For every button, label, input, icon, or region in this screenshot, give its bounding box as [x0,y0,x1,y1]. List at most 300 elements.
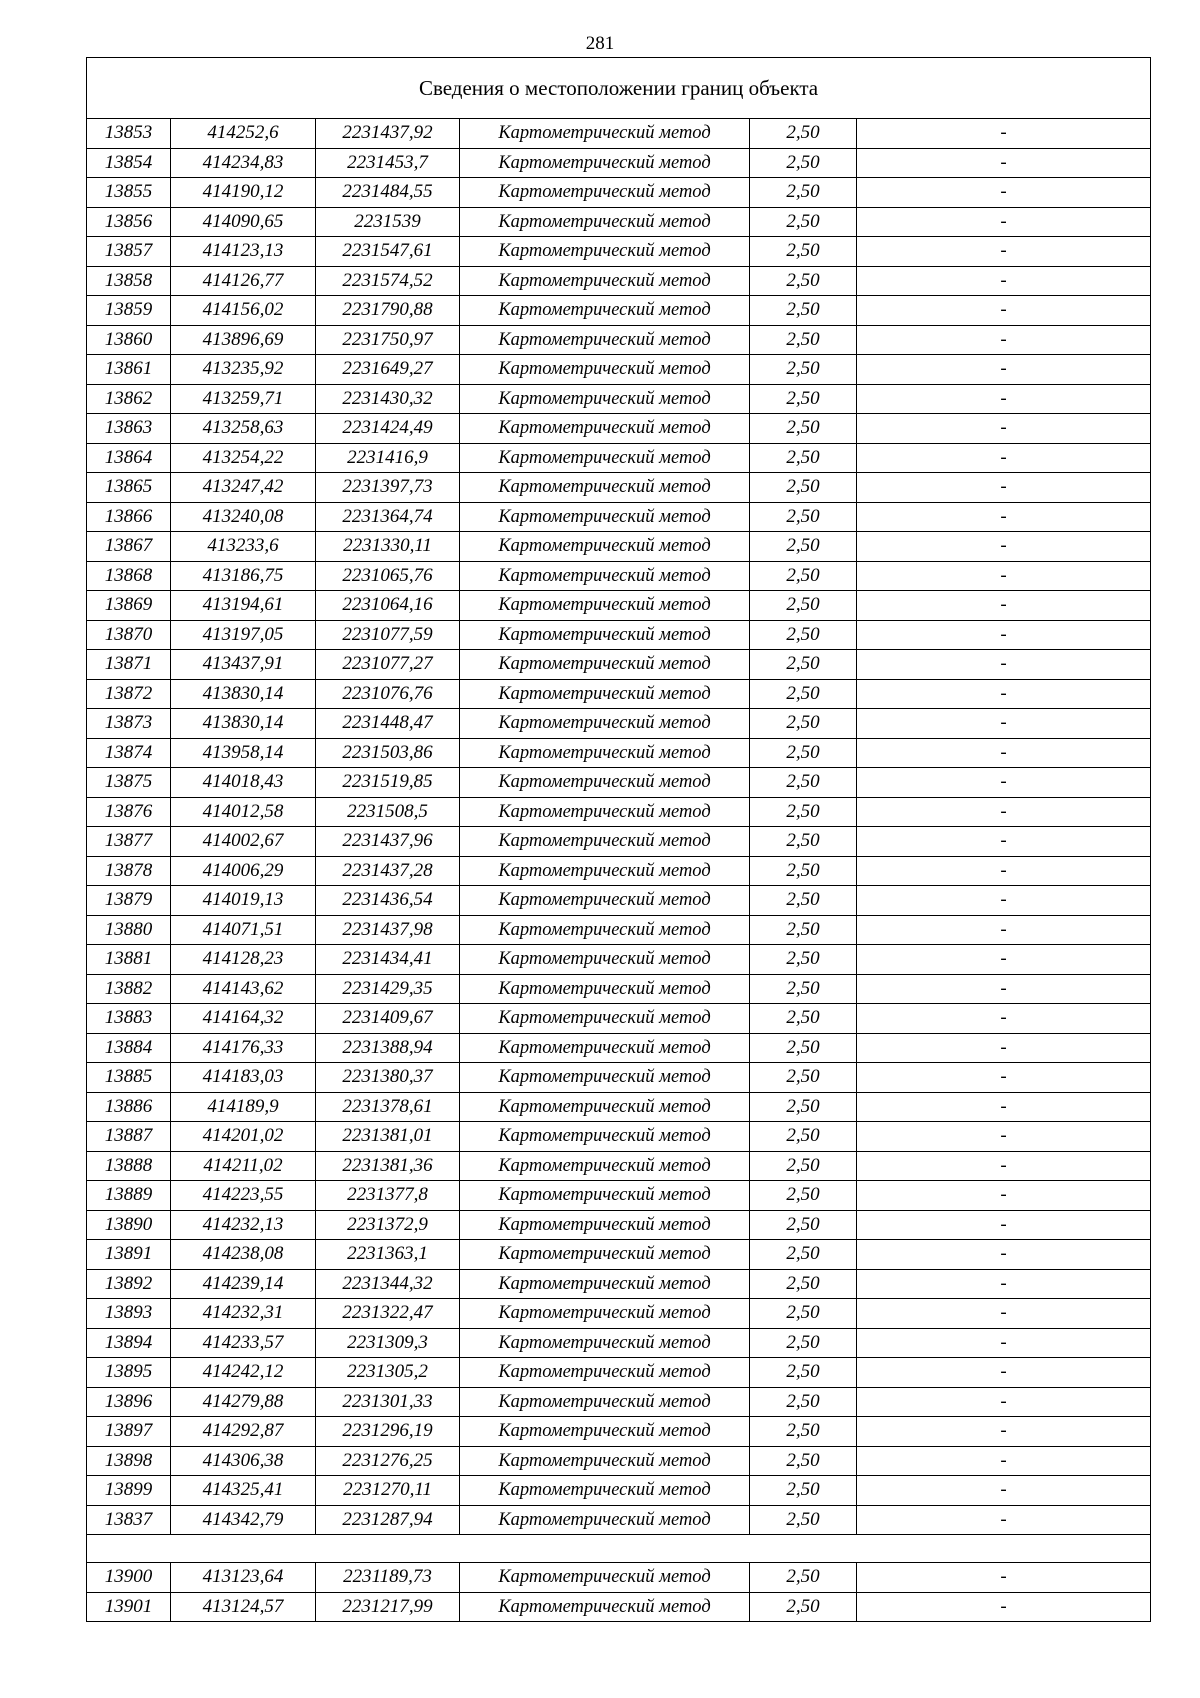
accuracy-cell: 2,50 [750,1358,857,1388]
method-cell: Картометрический метод [460,473,750,503]
accuracy-cell: 2,50 [750,945,857,975]
y-coordinate-cell: 2231309,3 [316,1328,460,1358]
point-number-cell: 13884 [87,1033,171,1063]
note-cell: - [857,1417,1151,1447]
point-number-cell: 13887 [87,1122,171,1152]
x-coordinate-cell: 414234,83 [171,148,316,178]
table-row [87,650,1151,680]
y-coordinate-cell: 2231296,19 [316,1417,460,1447]
x-coordinate-cell: 414325,41 [171,1476,316,1506]
accuracy-cell: 2,50 [750,679,857,709]
point-number-cell: 13890 [87,1210,171,1240]
note-cell: - [857,1092,1151,1122]
accuracy-cell: 2,50 [750,1387,857,1417]
x-coordinate-cell: 414190,12 [171,178,316,208]
y-coordinate-cell: 2231416,9 [316,443,460,473]
note-cell: - [857,532,1151,562]
x-coordinate-cell: 414019,13 [171,886,316,916]
x-coordinate-cell: 413235,92 [171,355,316,385]
table-row [87,237,1151,267]
table-row [87,148,1151,178]
x-coordinate-cell: 414342,79 [171,1505,316,1535]
note-cell: - [857,827,1151,857]
note-cell: - [857,561,1151,591]
point-number-cell: 13837 [87,1505,171,1535]
method-cell: Картометрический метод [460,1269,750,1299]
x-coordinate-cell: 414143,62 [171,974,316,1004]
point-number-cell: 13859 [87,296,171,326]
x-coordinate-cell: 414156,02 [171,296,316,326]
x-coordinate-cell: 414006,29 [171,856,316,886]
y-coordinate-cell: 2231503,86 [316,738,460,768]
y-coordinate-cell: 2231064,16 [316,591,460,621]
y-coordinate-cell: 2231065,76 [316,561,460,591]
point-number-cell: 13872 [87,679,171,709]
point-number-cell: 13896 [87,1387,171,1417]
method-cell: Картометрический метод [460,620,750,650]
table-row [87,443,1151,473]
accuracy-cell: 2,50 [750,915,857,945]
y-coordinate-cell: 2231437,98 [316,915,460,945]
accuracy-cell: 2,50 [750,1122,857,1152]
accuracy-cell: 2,50 [750,738,857,768]
y-coordinate-cell: 2231508,5 [316,797,460,827]
x-coordinate-cell: 414232,31 [171,1299,316,1329]
y-coordinate-cell: 2231381,36 [316,1151,460,1181]
point-number-cell: 13863 [87,414,171,444]
accuracy-cell: 2,50 [750,119,857,149]
note-cell: - [857,1122,1151,1152]
x-coordinate-cell: 414123,13 [171,237,316,267]
method-cell: Картометрический метод [460,266,750,296]
note-cell: - [857,1505,1151,1535]
accuracy-cell: 2,50 [750,207,857,237]
point-number-cell: 13899 [87,1476,171,1506]
note-cell: - [857,1181,1151,1211]
x-coordinate-cell: 414176,33 [171,1033,316,1063]
accuracy-cell: 2,50 [750,532,857,562]
y-coordinate-cell: 2231322,47 [316,1299,460,1329]
x-coordinate-cell: 413233,6 [171,532,316,562]
x-coordinate-cell: 414292,87 [171,1417,316,1447]
note-cell: - [857,974,1151,1004]
accuracy-cell: 2,50 [750,886,857,916]
accuracy-cell: 2,50 [750,1269,857,1299]
y-coordinate-cell: 2231436,54 [316,886,460,916]
accuracy-cell: 2,50 [750,1328,857,1358]
method-cell: Картометрический метод [460,1092,750,1122]
x-coordinate-cell: 414128,23 [171,945,316,975]
table-row [87,1092,1151,1122]
accuracy-cell: 2,50 [750,650,857,680]
y-coordinate-cell: 2231519,85 [316,768,460,798]
note-cell: - [857,886,1151,916]
accuracy-cell: 2,50 [750,1004,857,1034]
x-coordinate-cell: 414189,9 [171,1092,316,1122]
accuracy-cell: 2,50 [750,502,857,532]
y-coordinate-cell: 2231380,37 [316,1063,460,1093]
method-cell: Картометрический метод [460,502,750,532]
point-number-cell: 13893 [87,1299,171,1329]
x-coordinate-cell: 414183,03 [171,1063,316,1093]
x-coordinate-cell: 413197,05 [171,620,316,650]
point-number-cell: 13865 [87,473,171,503]
x-coordinate-cell: 414306,38 [171,1446,316,1476]
point-number-cell: 13898 [87,1446,171,1476]
point-number-cell: 13888 [87,1151,171,1181]
x-coordinate-cell: 413258,63 [171,414,316,444]
accuracy-cell: 2,50 [750,856,857,886]
method-cell: Картометрический метод [460,768,750,798]
y-coordinate-cell: 2231539 [316,207,460,237]
point-number-cell: 13877 [87,827,171,857]
method-cell: Картометрический метод [460,915,750,945]
method-cell: Картометрический метод [460,591,750,621]
point-number-cell: 13883 [87,1004,171,1034]
y-coordinate-cell: 2231301,33 [316,1387,460,1417]
y-coordinate-cell: 2231217,99 [316,1592,460,1622]
table-row [87,915,1151,945]
note-cell: - [857,856,1151,886]
point-number-cell: 13900 [87,1563,171,1593]
method-cell: Картометрический метод [460,1387,750,1417]
method-cell: Картометрический метод [460,1358,750,1388]
method-cell: Картометрический метод [460,1563,750,1593]
y-coordinate-cell: 2231287,94 [316,1505,460,1535]
accuracy-cell: 2,50 [750,827,857,857]
table-row [87,886,1151,916]
method-cell: Картометрический метод [460,1476,750,1506]
x-coordinate-cell: 414164,32 [171,1004,316,1034]
table-title-row [87,58,1151,119]
method-cell: Картометрический метод [460,119,750,149]
y-coordinate-cell: 2231381,01 [316,1122,460,1152]
y-coordinate-cell: 2231437,28 [316,856,460,886]
x-coordinate-cell: 414232,13 [171,1210,316,1240]
method-cell: Картометрический метод [460,178,750,208]
accuracy-cell: 2,50 [750,1240,857,1270]
x-coordinate-cell: 413830,14 [171,709,316,739]
x-coordinate-cell: 414239,14 [171,1269,316,1299]
method-cell: Картометрический метод [460,414,750,444]
method-cell: Картометрический метод [460,325,750,355]
point-number-cell: 13876 [87,797,171,827]
table-row [87,1505,1151,1535]
point-number-cell: 13869 [87,591,171,621]
point-number-cell: 13878 [87,856,171,886]
y-coordinate-cell: 2231344,32 [316,1269,460,1299]
accuracy-cell: 2,50 [750,797,857,827]
accuracy-cell: 2,50 [750,1505,857,1535]
accuracy-cell: 2,50 [750,1063,857,1093]
x-coordinate-cell: 414126,77 [171,266,316,296]
table-row [87,945,1151,975]
method-cell: Картометрический метод [460,1240,750,1270]
point-number-cell: 13895 [87,1358,171,1388]
table-row [87,1299,1151,1329]
method-cell: Картометрический метод [460,1328,750,1358]
note-cell: - [857,679,1151,709]
note-cell: - [857,502,1151,532]
accuracy-cell: 2,50 [750,1592,857,1622]
point-number-cell: 13901 [87,1592,171,1622]
table-row [87,1210,1151,1240]
note-cell: - [857,1151,1151,1181]
method-cell: Картометрический метод [460,443,750,473]
method-cell: Картометрический метод [460,1151,750,1181]
method-cell: Картометрический метод [460,1417,750,1447]
table-row [87,1563,1151,1593]
method-cell: Картометрический метод [460,1063,750,1093]
accuracy-cell: 2,50 [750,1446,857,1476]
table-row [87,325,1151,355]
note-cell: - [857,1210,1151,1240]
table-row [87,296,1151,326]
table-row [87,620,1151,650]
note-cell: - [857,1592,1151,1622]
method-cell: Картометрический метод [460,650,750,680]
method-cell: Картометрический метод [460,207,750,237]
x-coordinate-cell: 413194,61 [171,591,316,621]
note-cell: - [857,738,1151,768]
table-row [87,473,1151,503]
point-number-cell: 13857 [87,237,171,267]
y-coordinate-cell: 2231364,74 [316,502,460,532]
table-row [87,502,1151,532]
y-coordinate-cell: 2231448,47 [316,709,460,739]
table-row [87,178,1151,208]
method-cell: Картометрический метод [460,827,750,857]
method-cell: Картометрический метод [460,856,750,886]
accuracy-cell: 2,50 [750,1299,857,1329]
method-cell: Картометрический метод [460,709,750,739]
method-cell: Картометрический метод [460,1122,750,1152]
x-coordinate-cell: 413186,75 [171,561,316,591]
note-cell: - [857,1240,1151,1270]
point-number-cell: 13856 [87,207,171,237]
table-row [87,1387,1151,1417]
x-coordinate-cell: 414211,02 [171,1151,316,1181]
point-number-cell: 13853 [87,119,171,149]
accuracy-cell: 2,50 [750,1476,857,1506]
method-cell: Картометрический метод [460,237,750,267]
table-row [87,1063,1151,1093]
note-cell: - [857,650,1151,680]
accuracy-cell: 2,50 [750,974,857,1004]
table-row [87,384,1151,414]
x-coordinate-cell: 413123,64 [171,1563,316,1593]
accuracy-cell: 2,50 [750,355,857,385]
table-row [87,1358,1151,1388]
accuracy-cell: 2,50 [750,384,857,414]
accuracy-cell: 2,50 [750,178,857,208]
x-coordinate-cell: 414242,12 [171,1358,316,1388]
note-cell: - [857,414,1151,444]
table-row [87,974,1151,1004]
accuracy-cell: 2,50 [750,591,857,621]
y-coordinate-cell: 2231397,73 [316,473,460,503]
accuracy-cell: 2,50 [750,561,857,591]
accuracy-cell: 2,50 [750,266,857,296]
table-title: Сведения о местоположении границ объекта [87,58,1151,119]
table-row [87,266,1151,296]
note-cell: - [857,768,1151,798]
accuracy-cell: 2,50 [750,237,857,267]
accuracy-cell: 2,50 [750,1210,857,1240]
point-number-cell: 13860 [87,325,171,355]
y-coordinate-cell: 2231377,8 [316,1181,460,1211]
accuracy-cell: 2,50 [750,620,857,650]
table-row [87,1181,1151,1211]
blank-separator-row [87,1535,1151,1563]
method-cell: Картометрический метод [460,1210,750,1240]
table-row [87,827,1151,857]
method-cell: Картометрический метод [460,797,750,827]
x-coordinate-cell: 413254,22 [171,443,316,473]
method-cell: Картометрический метод [460,886,750,916]
x-coordinate-cell: 414223,55 [171,1181,316,1211]
table-row [87,414,1151,444]
accuracy-cell: 2,50 [750,1181,857,1211]
x-coordinate-cell: 413437,91 [171,650,316,680]
point-number-cell: 13880 [87,915,171,945]
table-row [87,561,1151,591]
y-coordinate-cell: 2231378,61 [316,1092,460,1122]
method-cell: Картометрический метод [460,1592,750,1622]
page-number: 281 [585,33,615,54]
accuracy-cell: 2,50 [750,1417,857,1447]
note-cell: - [857,1446,1151,1476]
table-row [87,709,1151,739]
table-row [87,1240,1151,1270]
note-cell: - [857,266,1151,296]
y-coordinate-cell: 2231409,67 [316,1004,460,1034]
note-cell: - [857,296,1151,326]
method-cell: Картометрический метод [460,296,750,326]
note-cell: - [857,1476,1151,1506]
boundary-coordinates-table [86,57,1151,1622]
note-cell: - [857,1358,1151,1388]
y-coordinate-cell: 2231330,11 [316,532,460,562]
note-cell: - [857,1328,1151,1358]
note-cell: - [857,1004,1151,1034]
point-number-cell: 13873 [87,709,171,739]
y-coordinate-cell: 2231434,41 [316,945,460,975]
table-row [87,797,1151,827]
note-cell: - [857,1387,1151,1417]
point-number-cell: 13867 [87,532,171,562]
x-coordinate-cell: 413896,69 [171,325,316,355]
method-cell: Картометрический метод [460,355,750,385]
table-row [87,591,1151,621]
y-coordinate-cell: 2231077,59 [316,620,460,650]
x-coordinate-cell: 414018,43 [171,768,316,798]
point-number-cell: 13855 [87,178,171,208]
note-cell: - [857,148,1151,178]
x-coordinate-cell: 414233,57 [171,1328,316,1358]
note-cell: - [857,1063,1151,1093]
point-number-cell: 13891 [87,1240,171,1270]
method-cell: Картометрический метод [460,148,750,178]
table-row [87,768,1151,798]
x-coordinate-cell: 413240,08 [171,502,316,532]
y-coordinate-cell: 2231484,55 [316,178,460,208]
note-cell: - [857,709,1151,739]
table-row [87,679,1151,709]
point-number-cell: 13864 [87,443,171,473]
table-row [87,1328,1151,1358]
accuracy-cell: 2,50 [750,1563,857,1593]
table-row [87,1446,1151,1476]
point-number-cell: 13875 [87,768,171,798]
note-cell: - [857,443,1151,473]
method-cell: Картометрический метод [460,679,750,709]
method-cell: Картометрический метод [460,1505,750,1535]
y-coordinate-cell: 2231750,97 [316,325,460,355]
accuracy-cell: 2,50 [750,1092,857,1122]
table-row [87,1033,1151,1063]
table-row [87,738,1151,768]
method-cell: Картометрический метод [460,532,750,562]
note-cell: - [857,797,1151,827]
accuracy-cell: 2,50 [750,1151,857,1181]
x-coordinate-cell: 413830,14 [171,679,316,709]
x-coordinate-cell: 414238,08 [171,1240,316,1270]
x-coordinate-cell: 413247,42 [171,473,316,503]
note-cell: - [857,355,1151,385]
method-cell: Картометрический метод [460,1033,750,1063]
method-cell: Картометрический метод [460,1004,750,1034]
point-number-cell: 13868 [87,561,171,591]
method-cell: Картометрический метод [460,1299,750,1329]
table-row [87,1417,1151,1447]
point-number-cell: 13897 [87,1417,171,1447]
table-row [87,1151,1151,1181]
method-cell: Картометрический метод [460,1446,750,1476]
y-coordinate-cell: 2231076,76 [316,679,460,709]
note-cell: - [857,1033,1151,1063]
note-cell: - [857,384,1151,414]
point-number-cell: 13861 [87,355,171,385]
table-row [87,1592,1151,1622]
point-number-cell: 13881 [87,945,171,975]
table-row [87,1476,1151,1506]
point-number-cell: 13882 [87,974,171,1004]
blank-separator-cell [87,1535,1151,1563]
y-coordinate-cell: 2231189,73 [316,1563,460,1593]
point-number-cell: 13886 [87,1092,171,1122]
accuracy-cell: 2,50 [750,443,857,473]
y-coordinate-cell: 2231270,11 [316,1476,460,1506]
note-cell: - [857,119,1151,149]
point-number-cell: 13892 [87,1269,171,1299]
method-cell: Картометрический метод [460,945,750,975]
y-coordinate-cell: 2231305,2 [316,1358,460,1388]
note-cell: - [857,237,1151,267]
point-number-cell: 13862 [87,384,171,414]
x-coordinate-cell: 413958,14 [171,738,316,768]
table-row [87,1269,1151,1299]
x-coordinate-cell: 414252,6 [171,119,316,149]
y-coordinate-cell: 2231363,1 [316,1240,460,1270]
y-coordinate-cell: 2231388,94 [316,1033,460,1063]
table-row [87,532,1151,562]
point-number-cell: 13871 [87,650,171,680]
x-coordinate-cell: 414012,58 [171,797,316,827]
note-cell: - [857,620,1151,650]
note-cell: - [857,325,1151,355]
method-cell: Картометрический метод [460,738,750,768]
